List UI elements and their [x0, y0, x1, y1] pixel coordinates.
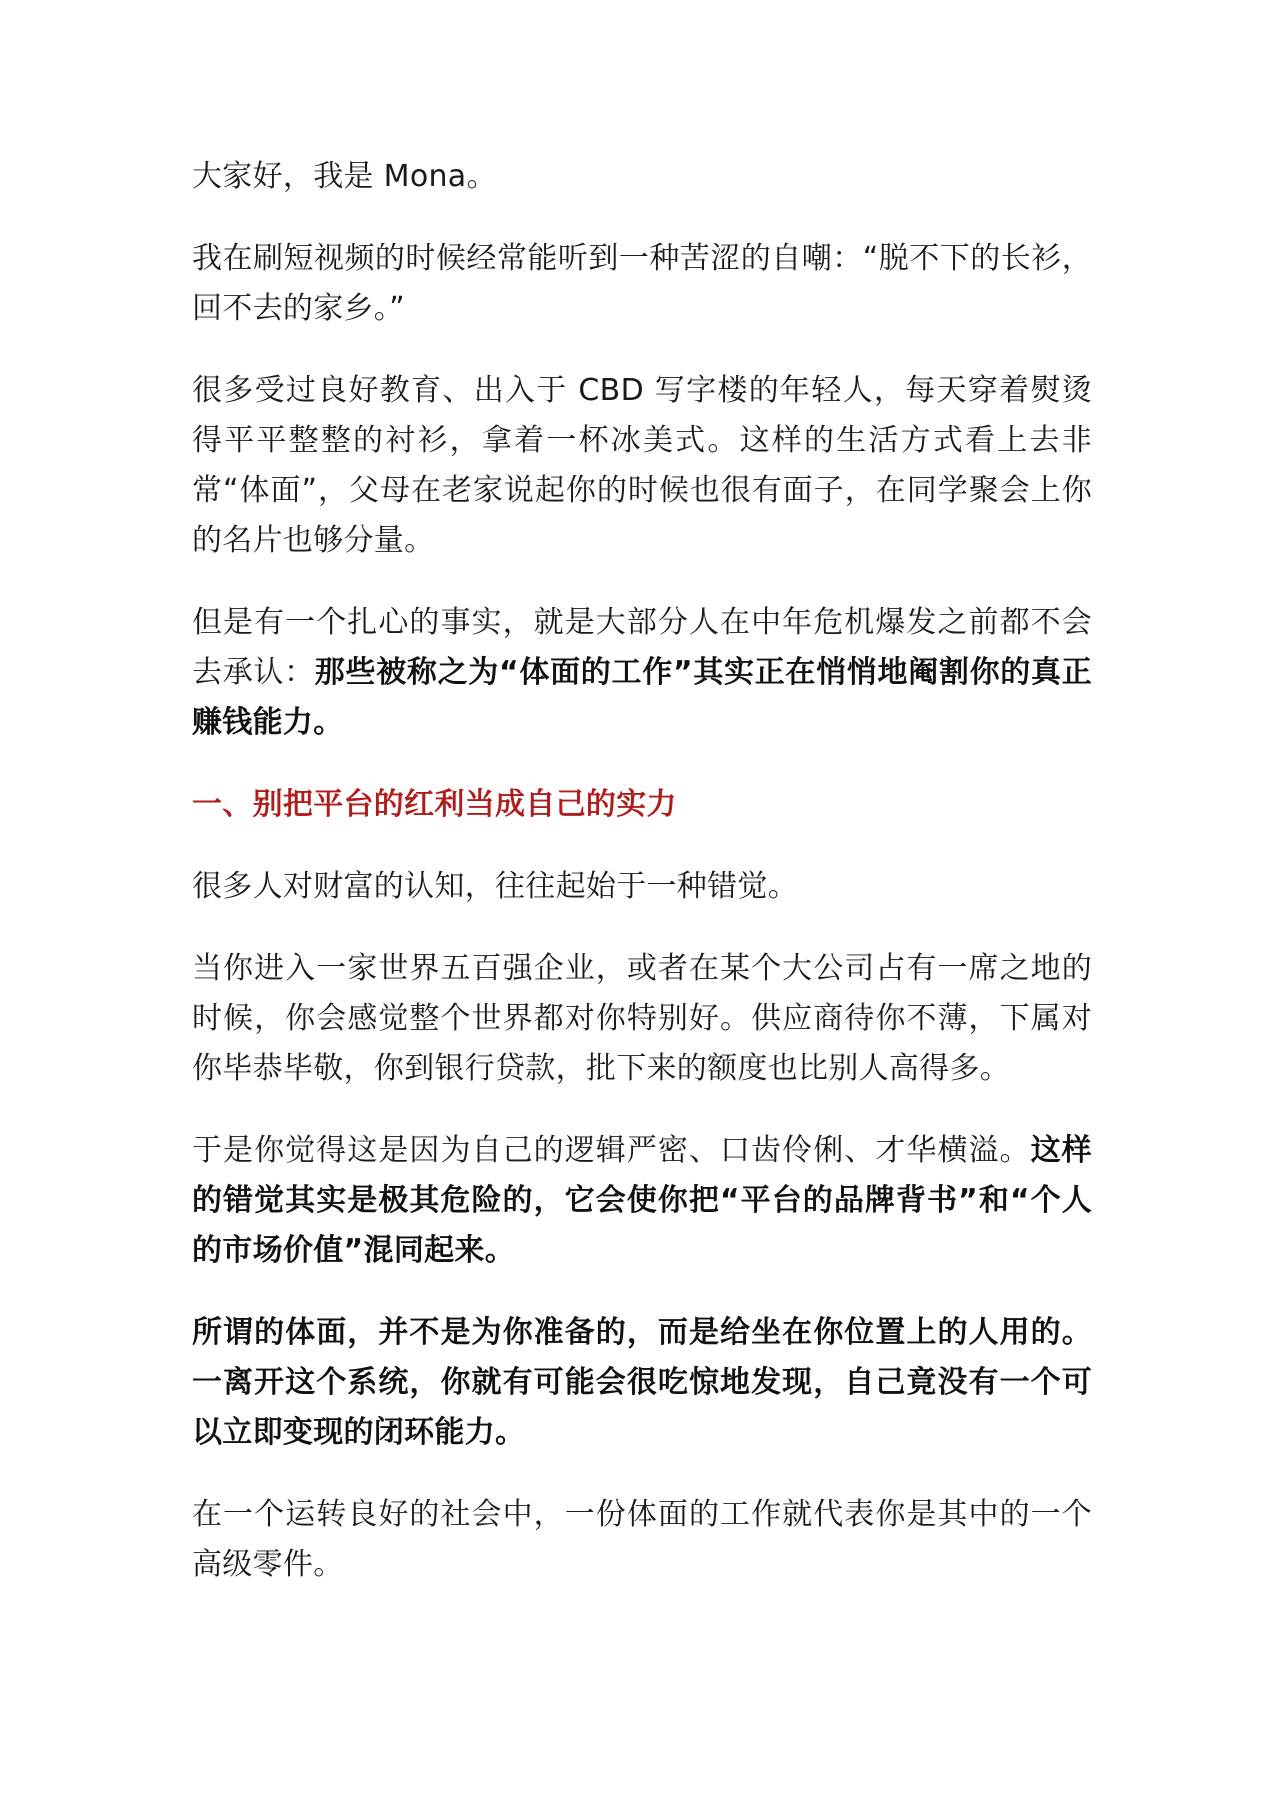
paragraph-senior-part — [192, 1490, 1092, 1590]
paragraph-painful-fact — [192, 598, 1092, 748]
paragraph-text: 但是有一个扎心的事实，就是大部分人在中年危机爆发之前都不会去承认： — [192, 605, 1092, 690]
paragraph-emphasis: 那些被称之为“体面的工作”其实正在悄悄地阉割你的真正赚钱能力。 — [192, 655, 1092, 740]
paragraph-greeting — [192, 152, 1092, 202]
section-heading — [192, 780, 1092, 830]
paragraph-fortune500 — [192, 944, 1092, 1094]
paragraph-wealth-illusion — [192, 862, 1092, 912]
paragraph-text: 大家好，我是 Mona。 — [192, 159, 497, 194]
paragraph-cbd-youth — [192, 366, 1092, 566]
paragraph-self-mockery — [192, 234, 1092, 334]
paragraph-text: 很多人对财富的认知，往往起始于一种错觉。 — [192, 869, 798, 904]
paragraph-text: 我在刷短视频的时候经常能听到一种苦涩的自嘲：“脱不下的长衫，回不去的家乡。” — [192, 241, 1092, 326]
paragraph-dangerous-illusion — [192, 1126, 1092, 1276]
section-heading-text: 一、别把平台的红利当成自己的实力 — [192, 787, 677, 822]
article-body — [192, 152, 1092, 1622]
paragraph-text: 很多受过良好教育、出入于 CBD 写字楼的年轻人，每天穿着熨烫得平平整整的衬衫，拿着一杯冰美式。这样的生活方式看上去非常“体面”，父母在老家说起你的时候也很有面子，在同学聚会上你的名片也够分量。 — [192, 373, 1092, 558]
paragraph-text: 当你进入一家世界五百强企业，或者在某个大公司占有一席之地的时候，你会感觉整个世界都对你特别好。供应商待你不薄，下属对你毕恭毕敬，你到银行贷款，批下来的额度也比别人高得多。 — [192, 951, 1092, 1086]
paragraph-so-called-decency — [192, 1308, 1092, 1458]
paragraph-emphasis: 这样的错觉其实是极其危险的，它会使你把“平台的品牌背书”和“个人的市场价值”混同起来。 — [192, 1133, 1092, 1268]
paragraph-text: 于是你觉得这是因为自己的逻辑严密、口齿伶俐、才华横溢。 — [192, 1133, 1031, 1168]
paragraph-text: 所谓的体面，并不是为你准备的，而是给坐在你位置上的人用的。一离开这个系统，你就有可能会很吃惊地发现，自己竟没有一个可以立即变现的闭环能力。 — [192, 1315, 1092, 1450]
paragraph-text: 在一个运转良好的社会中，一份体面的工作就代表你是其中的一个高级零件。 — [192, 1497, 1092, 1582]
